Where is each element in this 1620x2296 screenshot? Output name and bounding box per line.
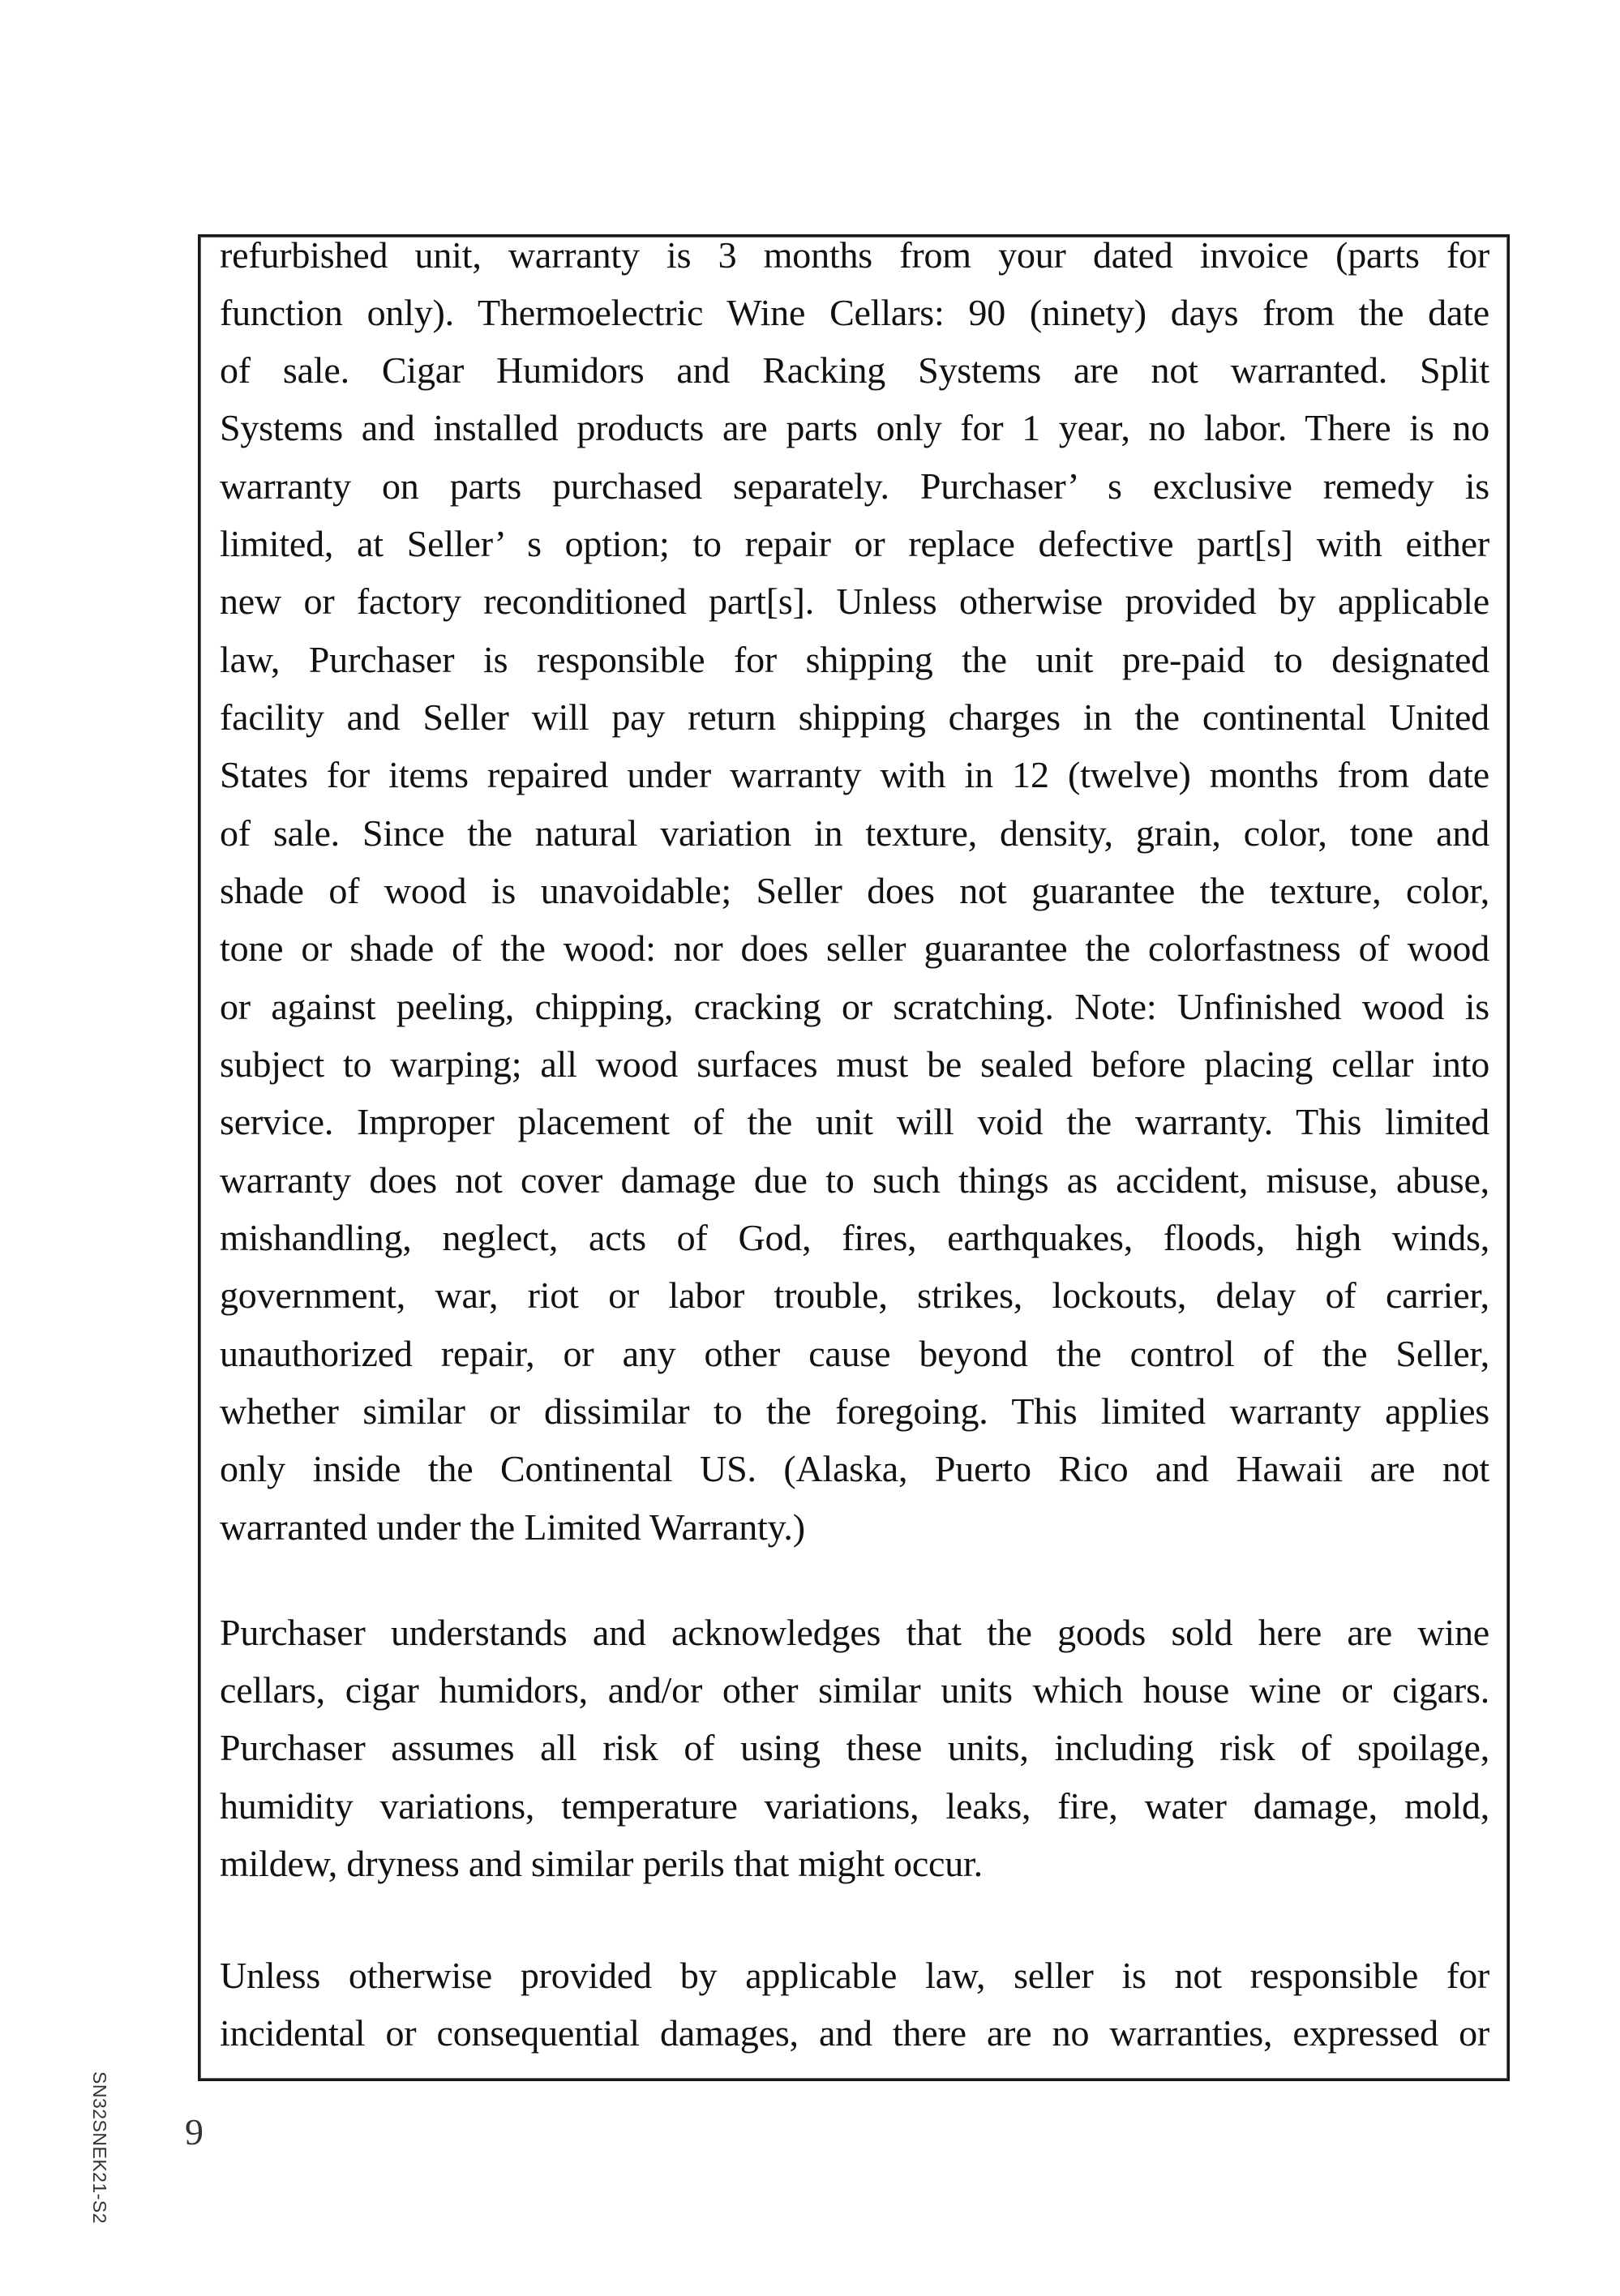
paragraph-1-line-19: government, war, riot or labor trouble, strikes, lockouts, delay of carrier, — [220, 1274, 1489, 1316]
paragraph-1-line-15: subject to warping; all wood surfaces must be sealed before placing cellar into — [220, 1043, 1489, 1085]
paragraph-1-line-4: Systems and installed products are parts only for 1 year, no labor. There is no — [220, 407, 1489, 448]
paragraph-1-line-21: whether similar or dissimilar to the foregoing. This limited warranty applies — [220, 1390, 1489, 1432]
paragraph-2-line-2: cellars, cigar humidors, and/or other similar units which house wine or cigars. — [220, 1669, 1489, 1711]
paragraph-1-line-1: refurbished unit, warranty is 3 months from your dated invoice (parts for — [220, 234, 1489, 276]
paragraph-2-line-4: humidity variations, temperature variations, leaks, fire, water damage, mold, — [220, 1785, 1489, 1827]
paragraph-1-line-18: mishandling, neglect, acts of God, fires, earthquakes, floods, high winds, — [220, 1217, 1489, 1258]
page-number: 9 — [185, 2111, 204, 2152]
paragraph-1-line-20: unauthorized repair, or any other cause beyond the control of the Seller, — [220, 1333, 1489, 1374]
paragraph-1-line-11: of sale. Since the natural variation in texture, density, grain, color, tone and — [220, 812, 1489, 854]
paragraph-1-line-2: function only). Thermoelectric Wine Cellars: 90 (ninety) days from the date — [220, 292, 1489, 333]
paragraph-3-line-2: incidental or consequential damages, and there are no warranties, expressed or — [220, 2012, 1489, 2054]
paragraph-1-line-3: of sale. Cigar Humidors and Racking Systems are not warranted. Split — [220, 349, 1489, 391]
paragraph-1-line-6: limited, at Seller’ s option; to repair or replace defective part[s] with either — [220, 523, 1489, 564]
paragraph-1-line-23: warranted under the Limited Warranty.) — [220, 1506, 805, 1548]
paragraph-1-line-22: only inside the Continental US. (Alaska, Puerto Rico and Hawaii are not — [220, 1448, 1489, 1489]
paragraph-1-line-5: warranty on parts purchased separately. Purchaser’ s exclusive remedy is — [220, 465, 1489, 507]
paragraph-2-line-1: Purchaser understands and acknowledges that the goods sold here are wine — [220, 1612, 1489, 1653]
paragraph-1-line-17: warranty does not cover damage due to such things as accident, misuse, abuse, — [220, 1159, 1489, 1201]
paragraph-1-line-13: tone or shade of the wood: nor does seller guarantee the colorfastness of wood — [220, 927, 1489, 969]
paragraph-3-line-1: Unless otherwise provided by applicable law, seller is not responsible for — [220, 1955, 1489, 1996]
paragraph-1-line-8: law, Purchaser is responsible for shipping the unit pre-paid to designated — [220, 639, 1489, 680]
paragraph-1-line-12: shade of wood is unavoidable; Seller does not guarantee the texture, color, — [220, 870, 1489, 911]
paragraph-1-line-14: or against peeling, chipping, cracking or scratching. Note: Unfinished wood is — [220, 986, 1489, 1027]
paragraph-1-line-9: facility and Seller will pay return shipping charges in the continental United — [220, 696, 1489, 738]
paragraph-1-line-7: new or factory reconditioned part[s]. Unless otherwise provided by applicable — [220, 580, 1489, 622]
paragraph-2-line-5: mildew, dryness and similar perils that might occur. — [220, 1843, 983, 1884]
document-code-label: SN32SNEK21-S2 — [89, 2071, 110, 2225]
warranty-text-box — [198, 234, 1510, 2081]
paragraph-1-line-16: service. Improper placement of the unit will void the warranty. This limited — [220, 1101, 1489, 1142]
paragraph-1-line-10: States for items repaired under warranty with in 12 (twelve) months from date — [220, 754, 1489, 795]
paragraph-2-line-3: Purchaser assumes all risk of using these units, including risk of spoilage, — [220, 1727, 1489, 1768]
